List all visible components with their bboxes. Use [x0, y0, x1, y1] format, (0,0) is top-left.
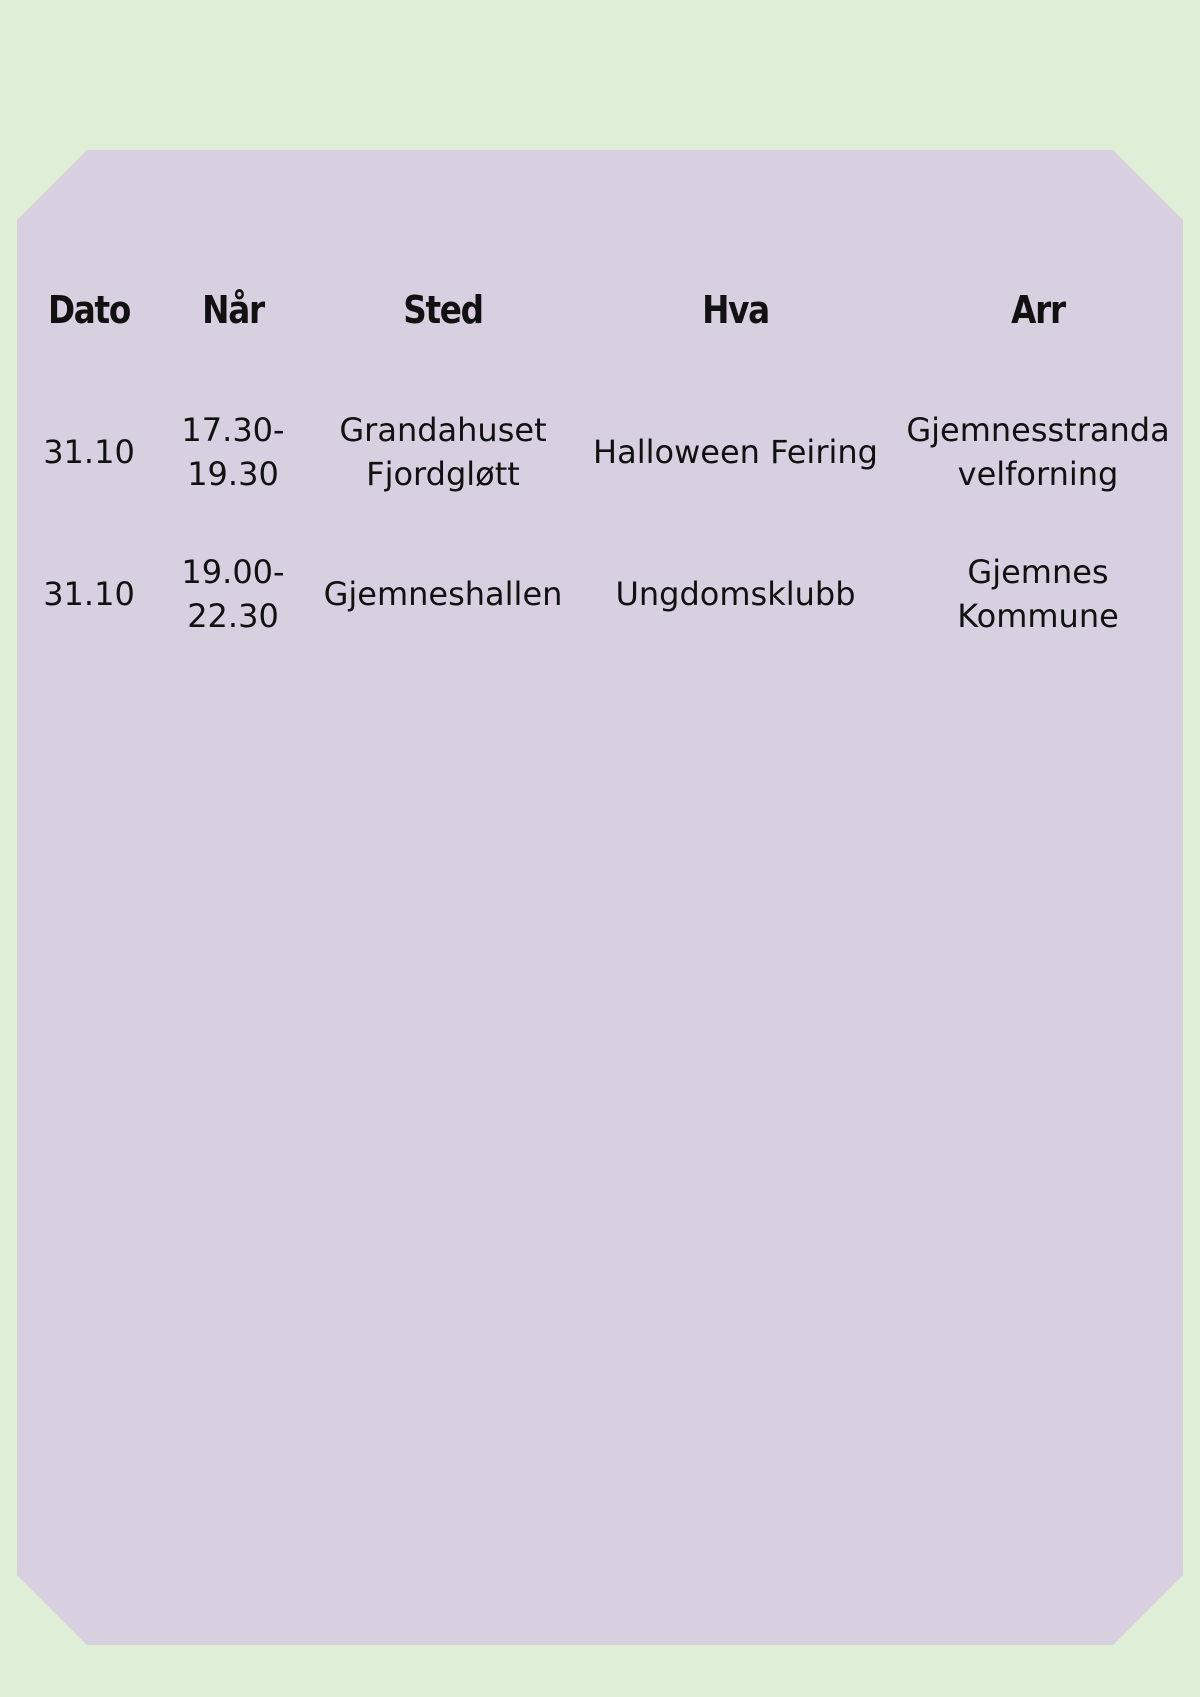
- cell-sted: Gjemneshallen: [323, 575, 563, 613]
- header-dato: Dato: [47, 288, 131, 332]
- cell-nar: 19.00- 22.30: [181, 553, 285, 635]
- header-nar: Når: [202, 288, 264, 332]
- cell-hva: Ungdomsklubb: [615, 575, 856, 613]
- header-sted: Sted: [403, 288, 483, 332]
- schedule-panel: [17, 150, 1183, 1645]
- cell-arr: Gjemnesstranda velforning: [906, 411, 1170, 493]
- header-arr: Arr: [1011, 288, 1065, 332]
- cell-hva: Halloween Feiring: [593, 433, 878, 471]
- cell-arr: Gjemnes Kommune: [957, 553, 1119, 635]
- cell-sted: Grandahuset Fjordgløtt: [339, 411, 547, 493]
- cell-dato: 31.10: [43, 433, 135, 471]
- cell-nar: 17.30- 19.30: [181, 411, 285, 493]
- header-hva: Hva: [702, 288, 769, 332]
- cell-dato: 31.10: [43, 575, 135, 613]
